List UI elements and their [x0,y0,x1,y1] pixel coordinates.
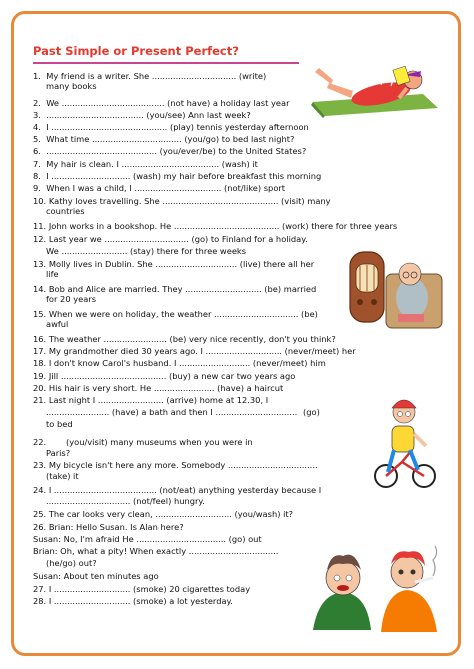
exercise-line: 20. His hair is very short. He ....................... (have) a haircut [33,383,284,393]
exercise-line: ........................ (have) a bath and then I ............................... [46,407,298,417]
exercise-line: 23. My bicycle isn't here any more. Somebody .................................. [33,460,318,470]
exercise-line: 2. We ....................................... (not have) a holiday last year [33,98,290,108]
worksheet-title: Past Simple or Present Perfect? [33,44,239,58]
man-reading-illustration [303,58,443,118]
exercise-line: (you/visit) many museums when you were in [66,437,253,447]
exercise-line: 6. .......................................... (you/ever/be) to the United States? [33,146,307,156]
exercise-line: awful [46,319,69,329]
exercise-line: 15. When we were on holiday, the weather ................................ (be) [33,309,318,319]
exercise-line: Paris? [46,448,71,458]
exercise-line: 16. The weather ........................ (be) very nice recently, don't you think? [33,334,336,344]
exercise-line: many books [46,81,97,91]
exercise-line: 14. Bob and Alice are married. They ............................. (be) married [33,284,317,294]
exercise-line: 4. I ............................................ (play) tennis yesterday afternoon [33,122,309,132]
cyclist-illustration [372,384,442,494]
exercise-line: (go) [303,407,320,417]
exercise-line: 25. The car looks very clean, ............................. (you/wash) it? [33,509,294,519]
exercise-line: 5. What time .................................. (you/go) to bed last night? [33,134,295,144]
exercise-line: 18. I don't know Carol's husband. I ........................... (never/meet) him [33,358,326,368]
smokers-illustration [309,540,443,635]
exercise-line: (he/go) out? [46,558,97,568]
exercise-line: 28. I ............................. (smoke) a lot yesterday. [33,596,233,606]
exercise-line: countries [46,206,85,216]
exercise-line: 22. [33,437,47,447]
exercise-line: 27. I ............................. (smoke) 20 cigarettes today [33,584,251,594]
exercise-line: 13. Molly lives in Dublin. She ............................... (live) there all her [33,259,315,269]
exercise-line: 26. Brian: Hello Susan. Is Alan here? [33,522,184,532]
exercise-line: We ......................... (stay) there for three weeks [46,246,247,256]
exercise-line: 11. John works in a bookshop. He ........................................ (work) there for three years [33,221,398,231]
exercise-line: 12. Last year we ................................ (go) to Finland for a holiday. [33,234,308,244]
exercise-line: 1. My friend is a writer. She ................................ (write) [33,71,267,81]
exercise-line: Brian: Oh, what a pity! When exactly .................................. [33,546,279,556]
exercise-line: 17. My grandmother died 30 years ago. I ............................. (never/meet) her [33,346,356,356]
exercise-line: Susan: About ten minutes ago [33,571,159,581]
exercise-line: 21. Last night I ......................... (arrive) home at 12.30, I [33,395,269,405]
exercise-line: 10. Kathy loves travelling. She ............................................ (visit) many [33,196,331,206]
title-underline [33,62,299,64]
exercise-line: 19. Jill ........................................ (buy) a new car two years ago [33,371,296,381]
exercise-line: 7. My hair is clean. I ..................................... (wash) it [33,159,258,169]
exercise-line: 3. ..................................... (you/see) Ann last week? [33,110,251,120]
exercise-line: (take) it [46,471,79,481]
exercise-line: life [46,269,59,279]
exercise-line: to bed [46,419,73,429]
exercise-line: for 20 years [46,294,97,304]
grandmother-radio-illustration [346,244,446,338]
exercise-line: 9. When I was a child, I ................................. (not/like) sport [33,183,286,193]
exercise-line: 24. I ....................................... (not/eat) anything yesterday because I [33,485,322,495]
exercise-line: ................................ (not/feel) hungry. [46,496,205,506]
exercise-line: Susan: No, I'm afraid He .................................. (go) out [33,534,262,544]
exercise-line: 8. I .............................. (wash) my hair before breakfast this morning [33,171,322,181]
